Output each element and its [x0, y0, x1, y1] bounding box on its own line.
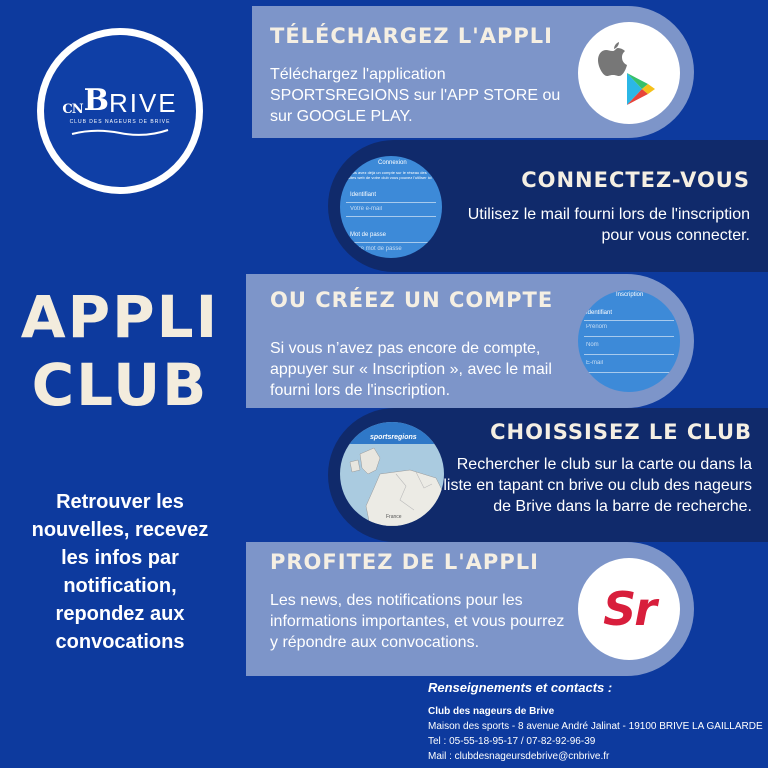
step-enjoy-app [246, 542, 694, 676]
screen-field1: Identifiant [350, 192, 377, 198]
apple-icon [598, 42, 628, 78]
intro-text: Retrouver les nouvelles, recevez les infos par notification, repondez aux convocations [31, 491, 209, 653]
map-label-country: France [386, 514, 402, 520]
step-download [252, 6, 694, 138]
step-text: Téléchargez l'application SPORTSREGIONS sur l'APP STORE ou sur GOOGLE PLAY. [270, 66, 561, 125]
step-title: OU CRÉEZ UN COMPTE [270, 288, 554, 312]
contact-name: Club des nageurs de Brive [428, 706, 555, 717]
screen-divider [584, 336, 674, 337]
login-screen-circle [340, 156, 442, 258]
screen-desc: Vous avez déjà un compte sur le réseau des sites web de votre club vous pouvez l'utiliser ici [348, 170, 432, 180]
logo-b: B [83, 82, 109, 118]
screen-placeholder1: Prénom [586, 324, 608, 330]
screen-heading: Inscription [616, 292, 644, 298]
screen-divider [584, 354, 674, 355]
google-play-icon [626, 72, 656, 106]
contact-heading: Renseignements et contacts : [428, 680, 613, 695]
logo-subtitle: CLUB DES NAGEURS DE BRIVE [69, 118, 171, 125]
step-title: CONNECTEZ-VOUS [521, 168, 750, 192]
step-text: Rechercher le club sur la carte ou dans la liste en tapant cn brive ou club des nageurs de Brive dans la barre de recherche. [443, 456, 752, 515]
step-title: CHOISSISEZ LE CLUB [490, 420, 752, 444]
screen-placeholder2: Votre mot de passe [350, 246, 402, 252]
screen-divider [346, 202, 436, 203]
screen-field1: Identifiant [586, 310, 613, 316]
screen-placeholder2: Nom [586, 342, 599, 348]
screen-field2: Mot de passe [350, 232, 387, 238]
club-logo [37, 28, 203, 194]
page-title-line2: CLUB [31, 351, 209, 419]
sr-logo-icon: Sr [603, 582, 655, 636]
step-text: Utilisez le mail fourni lors de l'inscription pour vous connecter. [467, 206, 750, 244]
logo-badge [44, 35, 196, 187]
screen-placeholder3: E-mail [586, 360, 604, 366]
screen-divider [346, 216, 436, 217]
contact-mail[interactable]: Mail : clubdesnageursdebrive@cnbrive.fr [428, 751, 610, 762]
contact-block [428, 680, 764, 764]
screen-heading: Connexion [378, 160, 407, 166]
step-text: Les news, des notifications pour les informations importantes, et vous pourrez y répondre aux convocations. [270, 592, 565, 651]
screen-divider [346, 242, 436, 243]
step-create-account [246, 274, 694, 408]
page-title-line1: APPLI [20, 283, 220, 351]
step-login [328, 140, 768, 272]
signup-screen-circle [578, 290, 680, 392]
sr-logo-circle [578, 558, 680, 660]
screen-placeholder1: Votre e-mail [350, 206, 383, 212]
step-title: TÉLÉCHARGEZ L'APPLI [270, 24, 553, 48]
step-title: PROFITEZ DE L'APPLI [270, 550, 539, 574]
app-brand: sportsregions [370, 434, 417, 441]
logo-rive: RIVE [108, 87, 178, 118]
logo-wordmark [62, 82, 178, 118]
screen-divider [584, 320, 674, 321]
step-choose-club [328, 408, 768, 542]
contact-address: Maison des sports - 8 avenue André Jalinat - 19100 BRIVE LA GAILLARDE [428, 721, 763, 732]
store-icons-circle [578, 22, 680, 124]
step-text: Si vous n’avez pas encore de compte, appuyer sur « Inscription », avec le mail fourni lors de l'inscription. [270, 340, 552, 399]
screen-divider [584, 372, 674, 373]
map-screen-circle [340, 422, 444, 526]
contact-phone: Tel : 05-55-18-95-17 / 07-82-92-96-39 [428, 736, 596, 747]
wave-icon [70, 127, 170, 137]
logo-cn: CN [62, 101, 83, 117]
